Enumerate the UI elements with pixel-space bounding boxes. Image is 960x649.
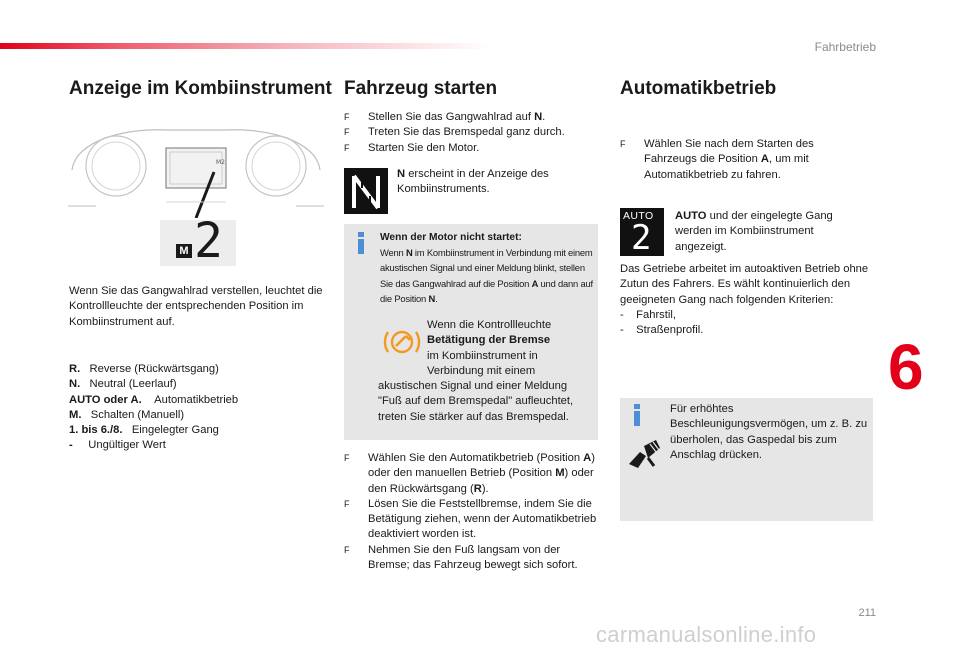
- criteria-item-2: - Straßenprofil.: [620, 324, 704, 337]
- engine-not-start-info-box: [344, 224, 598, 440]
- auto-step-1: F Wählen Sie nach dem Starten des Fahrzeugs die Position A, um mit Automatikbetrieb zu fahren.: [620, 138, 814, 181]
- auto-steps-list: [620, 137, 860, 183]
- auto-gear-digit: 2: [631, 218, 652, 258]
- col1-paragraph: Wenn Sie das Gangwahlrad verstellen, leuchtet die Kontrollleuchte der entsprechenden Position im Kombiinstrument auf.: [69, 285, 323, 328]
- auto-display-text: AUTO und der eingelegte Gang werden im Kombiinstrument angezeigt.: [675, 210, 833, 253]
- legend-row-auto: AUTO oder A. Automatikbetrieb: [69, 393, 239, 406]
- info-box-title: Wenn der Motor nicht startet:: [380, 232, 522, 243]
- svg-text:M2: M2: [216, 159, 225, 166]
- drive-step-2: F Lösen Sie die Feststellbremse, indem Sie die Betätigung ziehen, wenn der Automatikbetrieb deaktiviert worden ist.: [344, 497, 597, 541]
- col3-paragraph: Das Getriebe arbeitet im autoaktiven Betrieb ohne Zutun des Fahrers. Es wählt kontinuierlich den geeigneten Gang nach folgenden Kriterien:: [620, 263, 869, 306]
- n-display-text: N erscheint in der Anzeige des Kombiinstruments.: [397, 168, 549, 196]
- start-step-1: F Stellen Sie das Gangwahlrad auf N.: [344, 111, 546, 123]
- legend-row-gears: 1. bis 6./8. Eingelegter Gang: [69, 424, 219, 437]
- legend-row-n: N. Neutral (Leerlauf): [69, 378, 177, 391]
- drive-steps-list: [344, 451, 598, 573]
- legend-row-r: R. Reverse (Rückwärtsgang): [69, 363, 219, 375]
- brake-warning-text: Wenn die Kontrollleuchte Betätigung der Bremse im Kombiinstrument in Verbindung mit einem: [427, 319, 552, 377]
- brake-warning-icon: [382, 322, 422, 362]
- info-icon: [354, 232, 368, 254]
- watermark: carmanualsonline.info: [596, 622, 817, 647]
- mode-gear-display: [160, 213, 236, 269]
- col1-title: Anzeige im Kombiinstrument: [69, 78, 332, 99]
- page-number: 211: [858, 607, 876, 619]
- position-legend: [69, 362, 329, 454]
- chapter-number: 6: [888, 331, 924, 403]
- criteria-item-1: - Fahrstil,: [620, 309, 676, 321]
- drive-step-3: F Nehmen Sie den Fuß langsam von der Bremse; das Fahrzeug bewegt sich sofort.: [344, 543, 578, 572]
- criteria-list: [620, 308, 860, 339]
- auto-label: AUTO: [623, 210, 654, 222]
- legend-row-invalid: - Ungültiger Wert: [69, 439, 166, 452]
- col2-title: Fahrzeug starten: [344, 78, 498, 99]
- section-header: Fahrbetrieb: [814, 40, 876, 54]
- start-step-3: F Starten Sie den Motor.: [344, 141, 480, 154]
- accelerator-pedal-icon: [626, 436, 662, 470]
- auto-gear-display: [620, 208, 664, 256]
- mode-indicator-m: M: [176, 244, 192, 258]
- start-steps-list: [344, 110, 594, 156]
- start-step-2: F Treten Sie das Bremspedal ganz durch.: [344, 126, 565, 139]
- header-red-gradient-bar: [0, 43, 490, 49]
- tip-text: Für erhöhtes Beschleunigungsvermögen, um z. B. zu überholen, das Gaspedal bis zum Anschlag drücken.: [670, 403, 868, 461]
- acceleration-tip-box: [620, 398, 873, 521]
- instrument-cluster-illustration: [66, 118, 326, 218]
- n-letter-icon: [344, 168, 388, 214]
- brake-warning-text-tail: akustischen Signal und einer Meldung "Fuß auf dem Bremspedal" aufleuchtet, treten Sie stärker auf das Bremspedal.: [378, 380, 574, 423]
- drive-step-1: F Wählen Sie den Automatikbetrieb (Position A) oder den manuellen Betrieb (Position M) oder den Rückwärtsgang (R).: [344, 452, 595, 495]
- col3-title: Automatikbetrieb: [620, 78, 777, 99]
- info-box-text: Wenn N im Kombiinstrument in Verbindung mit einem akustischen Signal und einer Meldung blinkt, stellen Sie das Gangwahlrad auf die Position A und dann auf die Position N.: [380, 247, 593, 304]
- info-icon: [630, 404, 644, 426]
- n-display: [344, 168, 388, 214]
- gear-digit: 2: [194, 213, 223, 269]
- legend-row-m: M. Schalten (Manuell): [69, 408, 185, 421]
